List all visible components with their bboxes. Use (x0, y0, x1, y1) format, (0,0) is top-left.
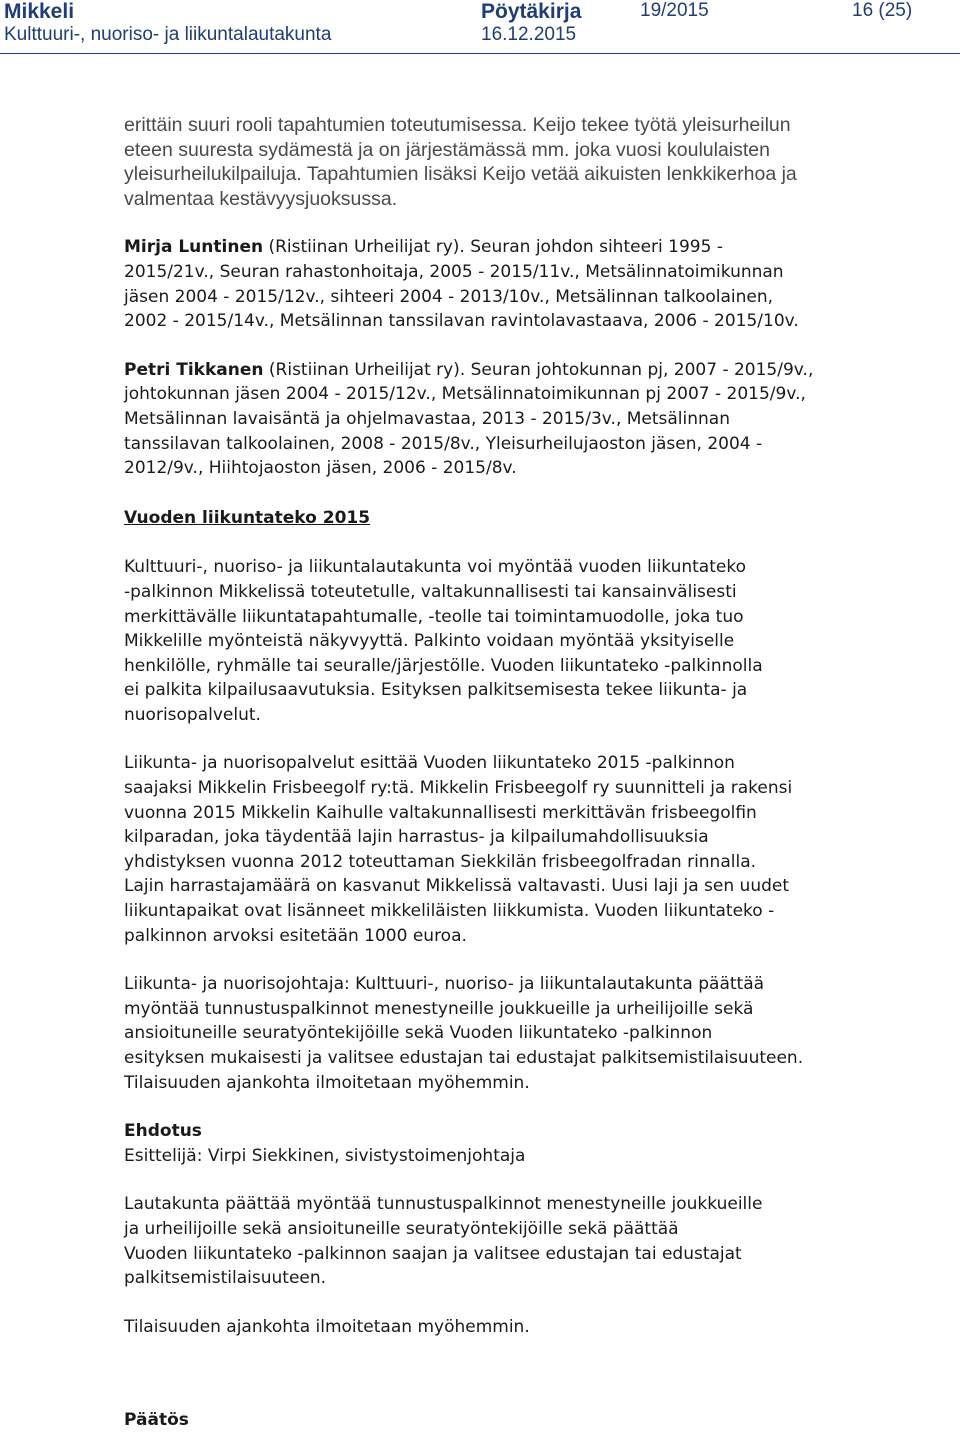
person-details: (Ristiinan Urheilijat ry). Seuran johtokunnan pj, 2007 - 2015/9v., (263, 359, 814, 380)
page-header (0, 0, 960, 56)
text-line: Vuoden liikuntateko -palkinnon saajan ja valitsee edustajan tai edustajat (124, 1243, 742, 1264)
text-line: valmentaa kestävyysjuoksussa. (124, 187, 398, 210)
text-line (124, 235, 904, 260)
text-line: Liikunta- ja nuorisopalvelut esittää Vuoden liikuntateko 2015 -palkinnon (124, 753, 735, 774)
paragraph-keijo (124, 113, 904, 211)
text-line: liikuntapaikat ovat lisänneet mikkeliläisten liikkumista. Vuoden liikuntateko - (124, 901, 775, 922)
text-line: ei palkita kilpailusaavutuksia. Esityksen palkitsemisesta tekee liikunta- ja (124, 680, 748, 701)
text-line: johtokunnan jäsen 2004 - 2015/12v., Metsälinnatoimikunnan pj 2007 - 2015/9v., (124, 384, 806, 405)
paragraph-director-proposal (124, 972, 904, 1095)
section-heading: Vuoden liikuntateko 2015 (124, 507, 371, 528)
text-line: erittäin suuri rooli tapahtumien toteutumisessa. Keijo tekee työtä yleisurheilun (124, 114, 791, 136)
text-line: yhdistyksen vuonna 2012 toteuttaman Siekkilän frisbeegolfradan rinnalla. (124, 851, 757, 872)
page-number: 16 (25) (852, 0, 913, 21)
decision-heading: Päätös (124, 1410, 189, 1431)
text-line: Mikkelille myönteistä näkyvyyttä. Palkinto voidaan myöntää yksityiselle (124, 631, 735, 652)
text-line: Liikunta- ja nuorisojohtaja: Kulttuuri-, nuoriso- ja liikuntalautakunta päättää (124, 974, 765, 995)
text-line: 2015/21v., Seuran rahastonhoitaja, 2005 - 2015/11v., Metsälinnatoimikunnan (124, 261, 784, 282)
text-line: yleisurheilukilpailuja. Tapahtumien lisäksi Keijo vetää aikuisten lenkkikerhoa ja (124, 163, 797, 186)
text-line: merkittävälle liikuntatapahtumalle, -teolle tai toimintamuodolle, joka tuo (124, 606, 744, 627)
person-name: Petri Tikkanen (124, 359, 264, 380)
text-line: vuonna 2015 Mikkelin Kaihulle valtakunnallisesti merkittävän frisbeegolfin (124, 802, 757, 823)
text-line: Lautakunta päättää myöntää tunnustuspalkinnot menestyneille joukkueille (124, 1194, 763, 1215)
text-line: Metsälinnan lavaisäntä ja ohjelmavastaa, 2013 - 2015/3v., Metsälinnan (124, 408, 730, 429)
proposal-heading: Ehdotus (124, 1121, 202, 1142)
text-line: -palkinnon Mikkelissä toteutetulle, valtakunnallisesti tai kansainvälisesti (124, 581, 737, 602)
text-line: Kulttuuri-, nuoriso- ja liikuntalautakunta voi myöntää vuoden liikuntateko (124, 557, 746, 578)
text-line: 2012/9v., Hiihtojaoston jäsen, 2006 - 2015/8v. (124, 458, 517, 479)
committee-name: Kulttuuri-, nuoriso- ja liikuntalautakunta (4, 24, 332, 45)
text-line: myöntää tunnustuspalkinnot menestyneille joukkueille ja urheilijoille sekä (124, 998, 754, 1019)
header-divider (0, 53, 960, 54)
document-number: 19/2015 (640, 0, 709, 21)
text-line: esityksen mukaisesti ja valitsee edustajan tai edustajat palkitsemistilaisuuteen. (124, 1048, 804, 1068)
text-line: ansioituneille seuratyöntekijöille sekä Vuoden liikuntateko -palkinnon (124, 1023, 713, 1044)
text-line: kilparadan, joka täydentää lajin harrastus- ja kilpailumahdollisuuksia (124, 827, 709, 848)
text-line: 2002 - 2015/14v., Metsälinnan tanssilavan ravintolavastaava, 2006 - 2015/10v. (124, 311, 799, 332)
person-details: (Ristiinan Urheilijat ry). Seuran johdon sihteeri 1995 - (263, 237, 723, 258)
organization-name: Mikkeli (4, 0, 75, 23)
text-line: jäsen 2004 - 2015/12v., sihteeri 2004 - 2013/10v., Metsälinnan talkoolainen, (124, 286, 774, 307)
text-line: ja urheilijoille sekä ansioituneille seuratyöntekijöille sekä päättää (124, 1218, 679, 1239)
document-body (124, 113, 904, 1433)
paragraph-mirja (124, 235, 904, 333)
paragraph-event-timing: Tilaisuuden ajankohta ilmoitetaan myöhemmin. (124, 1316, 530, 1337)
text-line: palkitsemistilaisuuteen. (124, 1268, 327, 1289)
paragraph-committee-decision (124, 1192, 904, 1290)
paragraph-award-description (124, 555, 904, 727)
text-line (124, 358, 904, 383)
document-type: Pöytäkirja (481, 0, 582, 23)
text-line: eteen suuresta sydämestä ja on järjestämässä mm. joka vuosi koululaisten (124, 138, 770, 161)
proposal-block (124, 1119, 904, 1168)
text-line: Lajin harrastajamäärä on kasvanut Mikkelissä valtavasti. Uusi laji ja sen uudet (124, 876, 790, 897)
text-line: henkilölle, ryhmälle tai seuralle/järjestölle. Vuoden liikuntateko -palkinnolla (124, 655, 763, 676)
document-date: 16.12.2015 (481, 24, 577, 45)
text-line: palkinnon arvoksi esitetään 1000 euroa. (124, 925, 467, 946)
text-line: saajaksi Mikkelin Frisbeegolf ry:tä. Mikkelin Frisbeegolf ry suunnitteli ja rakensi (124, 778, 793, 799)
text-line: Tilaisuuden ajankohta ilmoitetaan myöhemmin. (124, 1072, 530, 1093)
text-line: tanssilavan talkoolainen, 2008 - 2015/8v., Yleisurheilujaoston jäsen, 2004 - (124, 433, 763, 454)
presenter-line: Esittelijä: Virpi Siekkinen, sivistystoimenjohtaja (124, 1145, 526, 1166)
paragraph-award-proposal (124, 751, 904, 948)
text-line: nuorisopalvelut. (124, 704, 261, 725)
person-name: Mirja Luntinen (124, 237, 264, 258)
paragraph-petri (124, 358, 904, 481)
